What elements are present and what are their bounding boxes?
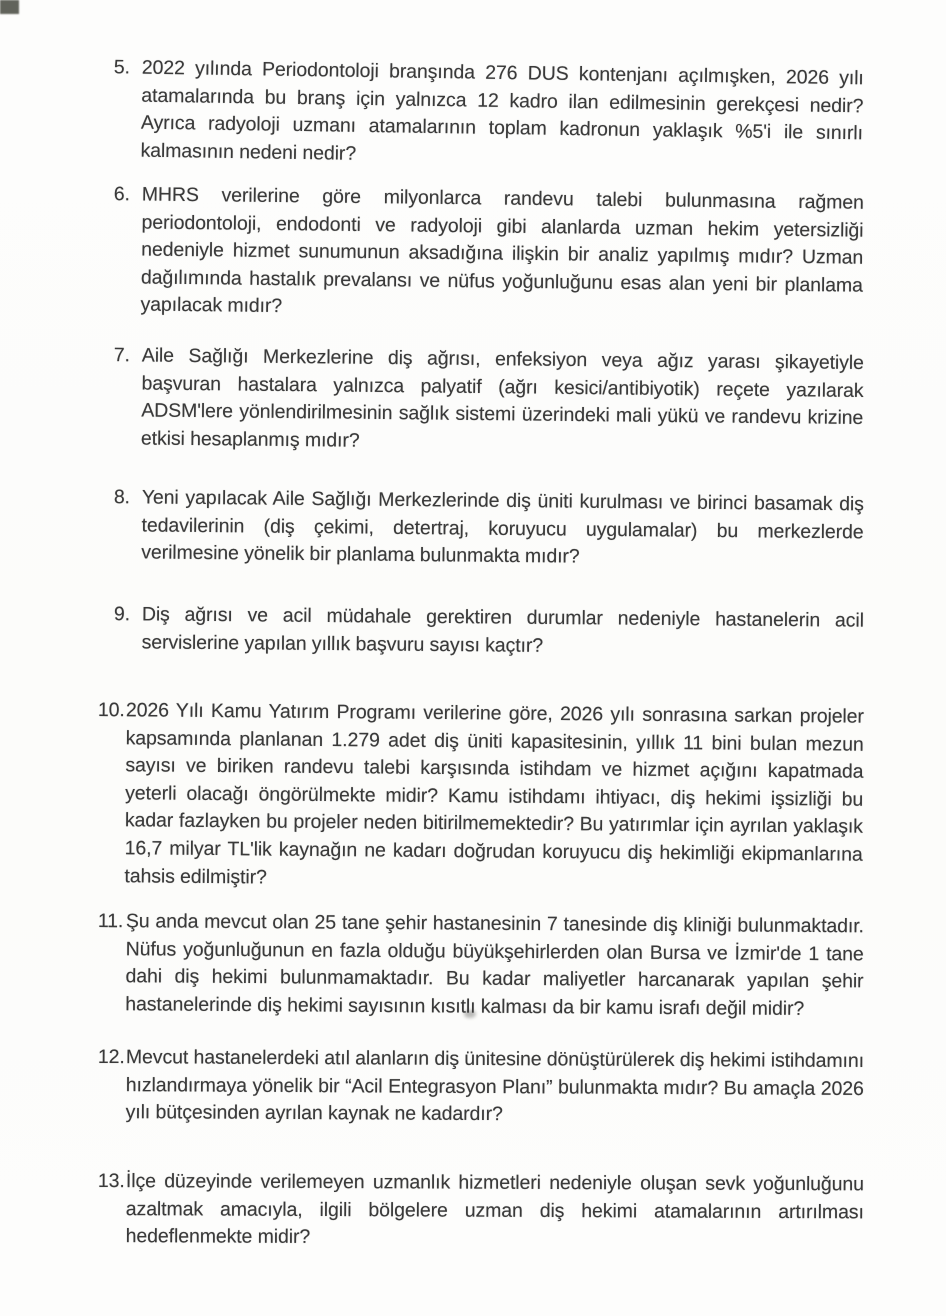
question-number: 10. — [97, 698, 125, 721]
question-number: 9. — [113, 602, 131, 625]
question-text: Aile Sağlığı Merkezlerine diş ağrısı, enfeksiyon veya ağız yarası şikayetiyle başvuran hastalara yalnızca palyatif (ağrı kesici/antibiyotik) reçete yazılarak ADSM'lere yönlendirilmesinin sağlık sistemi üzerindeki mali yükü ve randevu krizine etkisi hesaplanmış mıdır? — [140, 344, 864, 452]
question-number: 8. — [113, 485, 131, 509]
question-text: Diş ağrısı ve acil müdahale gerektiren durumlar nedeniyle hastanelerin acil servislerine yapılan yıllık başvuru sayısı kaçtır? — [141, 602, 864, 656]
question-number: 7. — [113, 344, 131, 367]
question-item-10 — [96, 697, 864, 897]
question-item-11 — [97, 908, 864, 1024]
question-number: 12. — [97, 1046, 125, 1069]
question-number: 13. — [97, 1170, 125, 1193]
document-body — [98, 54, 864, 1251]
question-text: İlçe düzeyinde verilemeyen uzmanlık hizmetleri nedeniyle oluşan sevk yoğunluğunu azaltmak amacıyla, ilgili bölgelere uzman diş hekimi atamalarının artırılması hedeflenmekte midir? — [125, 1170, 864, 1249]
question-text: MHRS verilerine göre milyonlarca randevu talebi bulunmasına rağmen periodontoloji, endodonti ve radyoloji gibi alanlarda uzman hekim yetersizliği nedeniyle hizmet sunumunun aksadığına ilişkin bir analiz yapılmış mıdır? Uzman dağılımında hastalık prevalansı ve nüfus yoğunluğunu esas alan yeni bir planlama yapılacak mıdır? — [140, 183, 864, 318]
question-number: 11. — [97, 909, 124, 933]
question-item-6 — [96, 181, 864, 328]
question-item-5 — [96, 54, 864, 176]
question-text: Yeni yapılacak Aile Sağlığı Merkezlerinde diş üniti kurulması ve birinci basamak diş tedavilerinin (diş çekimi, detertraj, koruyucu uygulamalar) bu merkezlerde verilmesine yönelik bir planlama bulunmakta mıdır? — [141, 486, 864, 568]
question-item-13 — [98, 1168, 864, 1254]
question-text: Mevcut hastanelerdeki atıl alanların diş ünitesine dönüştürülerek diş hekimi istihdamını hızlandırmaya yönelik bir “Acil Entegrasyon Planı” bulunmakta mıdır? Bu amaçla 2026 yılı bütçesinden ayrılan kaynak ne kadardır? — [125, 1046, 864, 1126]
question-item-8 — [97, 484, 864, 574]
question-text: 2026 Yılı Kamu Yatırım Programı verilerine göre, 2026 yılı sonrasına sarkan projeler kapsamında planlanan 1.279 adet diş üniti kapasitesinin, yıllık 11 bini bulan mezun sayısı ve biriken randevu talebi karşısında istihdam ve hizmet açığını kapatmada yeterli olacağı öngörülmekte midir? Kamu istihdamı ihtiyacı, diş hekimi işsizliği bu kadar fazlayken bu projeler neden bitirilmemektedir? Bu yatırımlar için ayrılan yaklaşık 16,7 milyar TL'lik kaynağın ne kadarı doğrudan koruyucu diş hekimliği ekipmanlarına tahsis edilmiştir? — [124, 698, 864, 888]
question-item-12 — [98, 1044, 864, 1131]
question-text: Şu anda mevcut olan 25 tane şehir hastanesinin 7 tanesinde diş kliniği bulunmaktadır. Nüfus yoğunluğunun en fazla olduğu büyükşehirlerden olan Bursa ve İzmir'de 1 tane dahi diş hekimi bulunmamaktadır. Bu kadar maliyetler harcanarak yapılan şehir hastanelerinde diş hekimi sayısının kısıtlı kalması da bir kamu israfı değil midir? — [125, 910, 864, 1020]
question-item-9 — [98, 601, 864, 663]
scan-artifact-corner — [0, 0, 19, 14]
question-number: 5. — [113, 56, 131, 79]
question-number: 6. — [113, 183, 131, 206]
question-item-7 — [97, 342, 864, 460]
question-text: 2022 yılında Periodontoloji branşında 276 DUS kontenjanı açılmışken, 2026 yılı atamalarında bu branş için yalnızca 12 kadro ilan edilmesinin gerekçesi nedir? Ayrıca radyoloji uzmanı atamalarının toplam kadronun yaklaşık %5'i ile sınırlı kalmasının nedeni nedir? — [140, 56, 864, 165]
